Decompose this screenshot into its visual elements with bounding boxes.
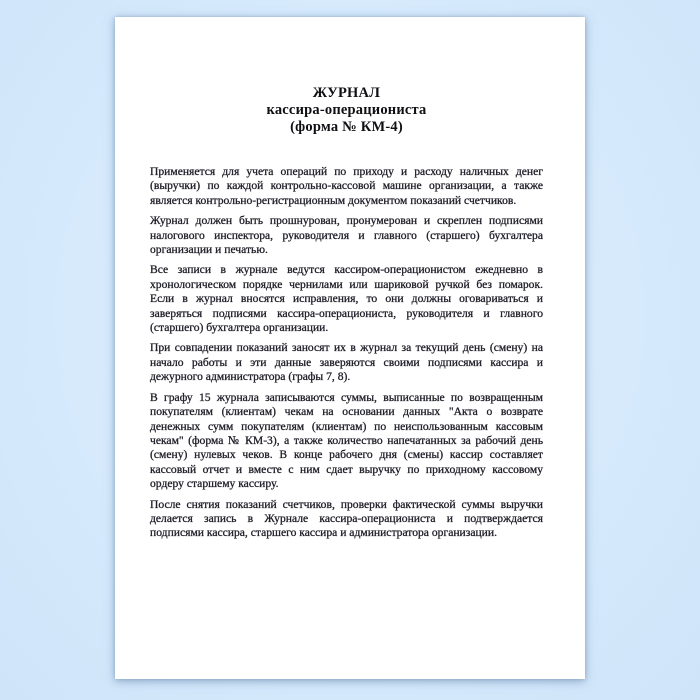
paragraph: После снятия показаний счетчиков, проверки фактической суммы выручки делается запись в Журнале кассира-операциониста и подтверждается подписями кассира, старшего кассира и администратора организации. <box>150 497 543 540</box>
document-title <box>150 85 543 136</box>
paragraph: Применяется для учета операций по приходу и расходу наличных денег (выручки) по каждой контрольно-кассовой машине организации, а также является контрольно-регистрационным документом показаний счетчиков. <box>150 165 543 207</box>
document-body <box>150 165 543 541</box>
paragraph: Журнал должен быть прошнурован, пронумерован и скреплен подписями налогового инспектора, руководителя и главного (старшего) бухгалтера организации и печатью. <box>150 214 543 257</box>
document-title-line-1: ЖУРНАЛ <box>312 85 381 101</box>
document-title-line-2: кассира-операциониста <box>266 102 427 118</box>
document-title-line-3: (форма № КМ-4) <box>290 119 403 135</box>
paragraph: Все записи в журнале ведутся кассиром-операционистом ежедневно в хронологическом порядке чернилами или шариковой ручкой без помарок. Если в журнал вносятся исправления, то они должны оговариваться и заверяться подписями кассира-операциониста, руководителя и главного (старшего) бухгалтера организации. <box>150 263 543 335</box>
document-page <box>115 17 585 679</box>
paragraph: В графу 15 журнала записываются суммы, выписанные по возвращенным покупателям (клиентам) чекам на основании данных "Акта о возврате денежных сумм покупателям (клиентам) по неиспользованным кассовым чекам" (форма № КМ-3), а также количество напечатанных за рабочий день (смену) нулевых чеков. В конце рабочего дня (смены) кассир составляет кассовый отчет и вместе с ним сдает выручку по приходному кассовому ордеру старшему кассиру. <box>150 390 543 491</box>
paragraph: При совпадении показаний заносят их в журнал за текущий день (смену) на начало работы и эти данные заверяются своими подписями кассира и дежурного администратора (графы 7, 8). <box>150 341 543 384</box>
